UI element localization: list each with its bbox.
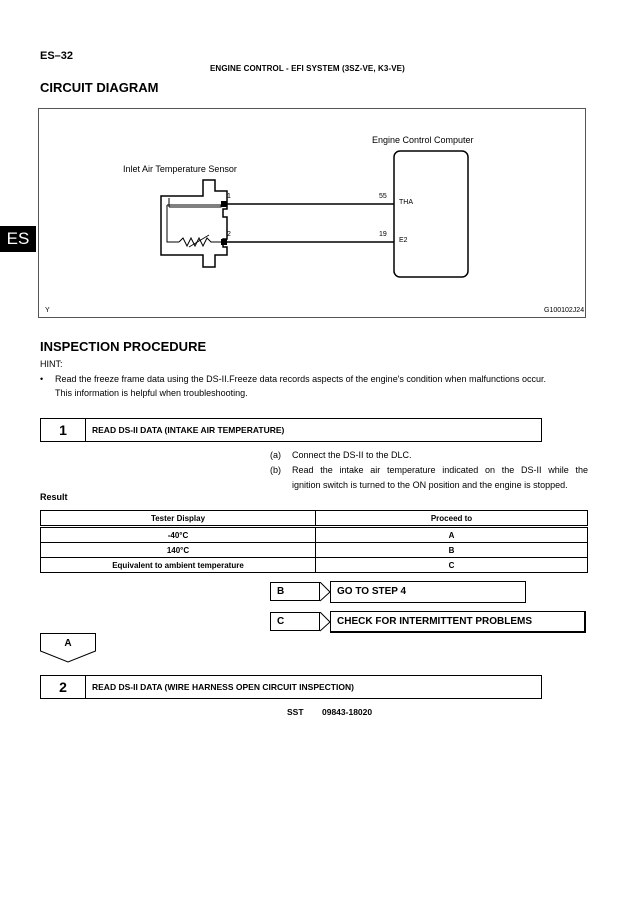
hint-bullet: • bbox=[40, 374, 44, 384]
hint-line-2: This information is helpful when troubleshooting. bbox=[55, 388, 248, 398]
branch-a-letter: A bbox=[64, 638, 72, 649]
terminal-e2: E2 bbox=[399, 237, 408, 244]
step-2-title: READ DS-II DATA (WIRE HARNESS OPEN CIRCUIT INSPECTION) bbox=[92, 682, 354, 692]
table-row bbox=[41, 558, 588, 573]
circuit-diagram bbox=[38, 108, 586, 318]
step-2-number: 2 bbox=[41, 676, 86, 698]
step-1-sub-a-label: (a) bbox=[270, 450, 281, 460]
pin-2-terminal bbox=[221, 239, 227, 245]
branch-c-letter: C bbox=[270, 612, 320, 631]
table-header-tester-display: Tester Display bbox=[41, 511, 316, 527]
terminal-tha: THA bbox=[399, 199, 413, 206]
table-row bbox=[41, 527, 588, 543]
step-1-sub-b-line-1: Read the intake air temperature indicated on the DS-II while the bbox=[292, 465, 588, 475]
table-cell: Equivalent to ambient temperature bbox=[41, 558, 316, 573]
page-number: ES–32 bbox=[40, 50, 74, 62]
branch-b-action: GO TO STEP 4 bbox=[330, 581, 526, 603]
hint-label: HINT: bbox=[40, 359, 63, 369]
step-1-box bbox=[40, 418, 542, 442]
result-label: Result bbox=[40, 492, 68, 502]
wire-tha bbox=[169, 198, 223, 207]
table-cell: C bbox=[316, 558, 588, 573]
pin-1-terminal bbox=[221, 201, 227, 207]
circuit-drawing bbox=[39, 109, 587, 319]
sensor-pin-2: 2 bbox=[227, 231, 231, 238]
table-cell: -40°C bbox=[41, 527, 316, 543]
inspection-heading: INSPECTION PROCEDURE bbox=[40, 339, 207, 354]
step-1-sub-a-text: Connect the DS-II to the DLC. bbox=[292, 450, 412, 460]
result-table bbox=[40, 510, 588, 573]
ecu-pin-19: 19 bbox=[379, 231, 387, 238]
table-cell: 140°C bbox=[41, 543, 316, 558]
thermistor bbox=[179, 238, 221, 246]
table-header-row bbox=[41, 511, 588, 527]
sensor-inner-wire bbox=[167, 205, 179, 242]
table-cell: B bbox=[316, 543, 588, 558]
sst-label: SST bbox=[287, 707, 304, 717]
hint-line-1: Read the freeze frame data using the DS-II.Freeze data records aspects of the engine's condition when malfunctions occur. bbox=[55, 374, 546, 384]
step-1-sub-b-label: (b) bbox=[270, 465, 281, 475]
sensor-connector bbox=[161, 180, 227, 267]
table-cell: A bbox=[316, 527, 588, 543]
sensor-label: Inlet Air Temperature Sensor bbox=[123, 164, 237, 174]
step-1-number: 1 bbox=[41, 419, 86, 441]
step-1-title: READ DS-II DATA (INTAKE AIR TEMPERATURE) bbox=[92, 425, 285, 435]
sensor-pin-1: 1 bbox=[227, 193, 231, 200]
circuit-diagram-heading: CIRCUIT DIAGRAM bbox=[40, 80, 159, 95]
running-title: ENGINE CONTROL - EFI SYSTEM (3SZ-VE, K3-VE) bbox=[210, 64, 405, 73]
branch-b-letter: B bbox=[270, 582, 320, 601]
ecu-label: Engine Control Computer bbox=[372, 135, 474, 145]
step-2-box bbox=[40, 675, 542, 699]
ecu-pin-55: 55 bbox=[379, 193, 387, 200]
section-tab: ES bbox=[0, 226, 36, 252]
table-header-proceed-to: Proceed to bbox=[316, 511, 588, 527]
branch-c-action: CHECK FOR INTERMITTENT PROBLEMS bbox=[330, 611, 586, 633]
ecu-box bbox=[394, 151, 468, 277]
step-1-sub-b-line-2: ignition switch is turned to the ON position and the engine is stopped. bbox=[292, 480, 568, 490]
wire-color-code: Y bbox=[45, 307, 50, 314]
sst-number: 09843-18020 bbox=[322, 707, 373, 717]
figure-code: G100102J24 bbox=[544, 307, 585, 314]
table-row bbox=[41, 543, 588, 558]
